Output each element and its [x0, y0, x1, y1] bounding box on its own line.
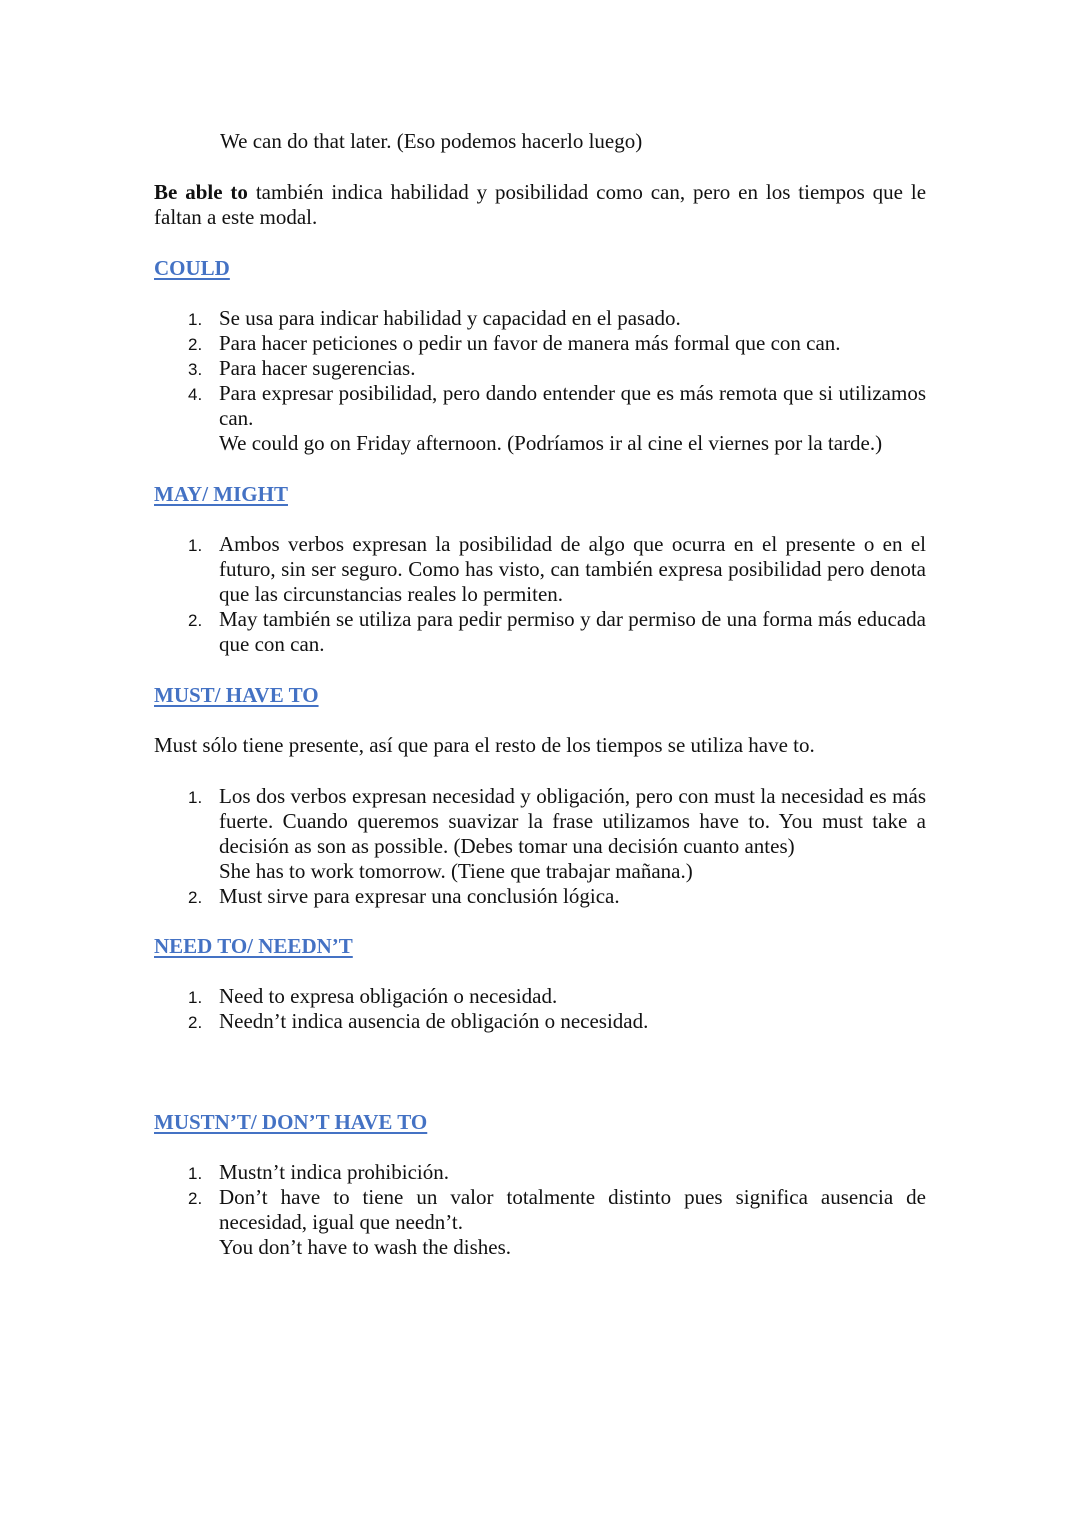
section-heading-mustnt: MUSTN’T/ DON’T HAVE TO [154, 1110, 428, 1134]
list-example: We could go on Friday afternoon. (Podríamos ir al cine el viernes por la tarde.) [219, 431, 883, 455]
list-item [154, 984, 926, 1009]
list-example: She has to work tomorrow. (Tiene que trabajar mañana.) [219, 859, 693, 883]
intro-example: We can do that later. (Eso podemos hacerlo luego) [220, 129, 643, 153]
list-text: Los dos verbos expresan necesidad y obligación, pero con must la necesidad es más fuerte. Cuando queremos suavizar la frase utilizamos have to. You must take a decisión as son as possible. (Debes tomar una decisión cuanto antes) [219, 784, 926, 858]
list-number: 1. [188, 536, 203, 555]
section-heading-need-to: NEED TO/ NEEDN’T [154, 934, 353, 958]
list-item [154, 532, 926, 607]
must-intro: Must sólo tiene presente, así que para el resto de los tiempos se utiliza have to. [154, 733, 815, 757]
list-text: Must sirve para expresar una conclusión lógica. [219, 884, 620, 908]
list-number: 2. [188, 888, 203, 907]
list-text: Para hacer peticiones o pedir un favor de manera más formal que con can. [219, 331, 841, 355]
list-item [154, 784, 926, 884]
list-number: 2. [188, 1189, 203, 1208]
list-number: 2. [188, 1013, 203, 1032]
list-item [154, 607, 926, 657]
list-text: Para expresar posibilidad, pero dando entender que es más remota que si utilizamos can. [219, 381, 926, 430]
list-text: May también se utiliza para pedir permiso y dar permiso de una forma más educada que con can. [219, 607, 926, 656]
list-item [154, 884, 926, 909]
list-text: Ambos verbos expresan la posibilidad de algo que ocurra en el presente o en el futuro, sin ser seguro. Como has visto, can también expresa posibilidad pero denota que las circunstancias reales lo permiten. [219, 532, 926, 606]
be-able-paragraph [154, 180, 926, 230]
list-example: You don’t have to wash the dishes. [219, 1235, 512, 1259]
list-number: 4. [188, 385, 203, 404]
be-able-text: también indica habilidad y posibilidad como can, pero en los tiempos que le faltan a este modal. [154, 180, 927, 229]
list-number: 1. [188, 310, 203, 329]
list-number: 1. [188, 988, 203, 1007]
list-number: 1. [188, 1164, 203, 1183]
list-text: Needn’t indica ausencia de obligación o necesidad. [219, 1009, 649, 1033]
must-list [154, 784, 926, 909]
list-text: Para hacer sugerencias. [219, 356, 416, 380]
list-number: 3. [188, 360, 203, 379]
be-able-term: Be able to [154, 180, 248, 204]
section-heading-must-have-to: MUST/ HAVE TO [154, 683, 319, 707]
list-item [154, 306, 926, 331]
list-item [154, 381, 926, 456]
list-item [154, 1160, 926, 1185]
list-number: 2. [188, 611, 203, 630]
list-text: Need to expresa obligación o necesidad. [219, 984, 558, 1008]
could-list [154, 306, 926, 456]
list-text: Mustn’t indica prohibición. [219, 1160, 450, 1184]
list-item [154, 1185, 926, 1260]
section-heading-could: COULD [154, 256, 230, 280]
may-might-list [154, 532, 926, 657]
list-item [154, 331, 926, 356]
list-item [154, 356, 926, 381]
list-number: 1. [188, 788, 203, 807]
list-number: 2. [188, 335, 203, 354]
list-item [154, 1009, 926, 1034]
list-text: Don’t have to tiene un valor totalmente distinto pues significa ausencia de necesidad, igual que needn’t. [219, 1185, 926, 1234]
need-to-list [154, 984, 926, 1034]
section-heading-may-might: MAY/ MIGHT [154, 482, 288, 506]
list-text: Se usa para indicar habilidad y capacidad en el pasado. [219, 306, 681, 330]
mustnt-list [154, 1160, 926, 1260]
